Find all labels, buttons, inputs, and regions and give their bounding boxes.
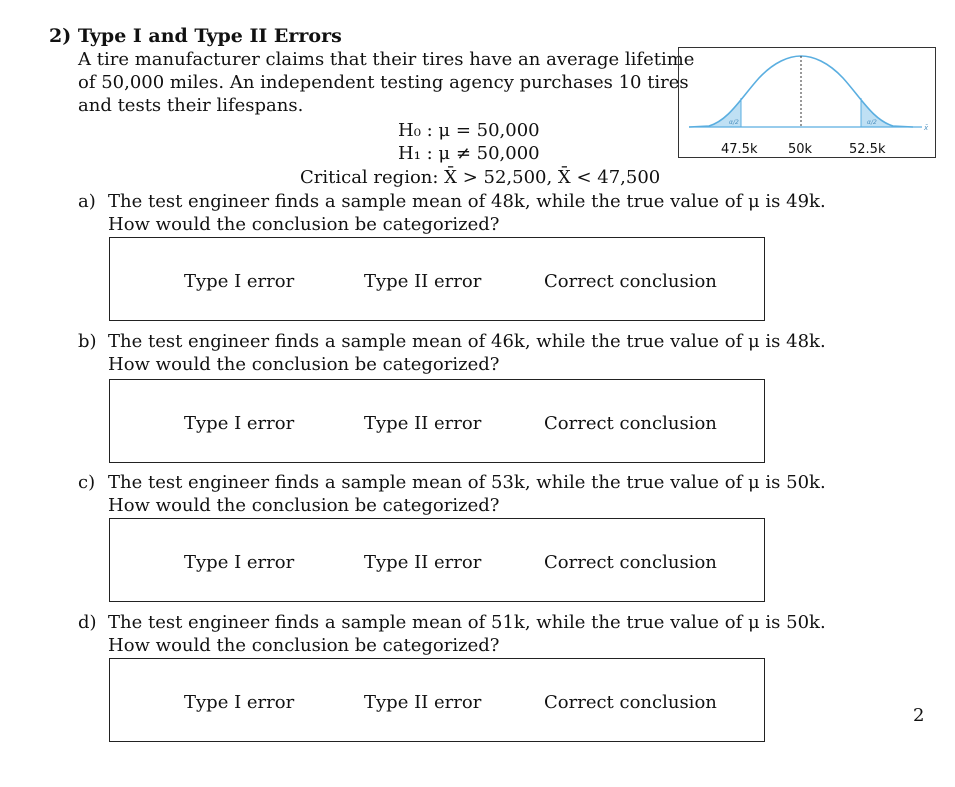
option-correct-conclusion[interactable]: Correct conclusion [544,552,717,573]
tick-center: 50k [788,142,813,157]
option-correct-conclusion[interactable]: Correct conclusion [544,413,717,434]
option-type-ii-error[interactable]: Type II error [364,271,482,292]
right-tail-label: α/2 [867,119,877,126]
question-c-line-1: The test engineer finds a sample mean of 53k, while the true value of μ is 50k. [108,472,826,493]
option-type-i-error[interactable]: Type I error [184,271,295,292]
left-tail-label: α/2 [729,119,739,126]
question-b-label: b) [78,331,97,352]
option-type-i-error[interactable]: Type I error [184,692,295,713]
intro-line-3: and tests their lifespans. [78,95,304,116]
question-d-line-1: The test engineer finds a sample mean of 51k, while the true value of μ is 50k. [108,612,826,633]
tick-lower: 47.5k [721,142,758,157]
option-correct-conclusion[interactable]: Correct conclusion [544,692,717,713]
question-a-label: a) [78,191,96,212]
question-c-label: c) [78,472,96,493]
axis-label: x̄ [924,124,929,132]
question-a-line-1: The test engineer finds a sample mean of 48k, while the true value of μ is 49k. [108,191,826,212]
option-type-ii-error[interactable]: Type II error [364,552,482,573]
option-type-i-error[interactable]: Type I error [184,413,295,434]
answer-box-d [109,658,765,742]
page-number: 2 [913,705,925,726]
option-type-ii-error[interactable]: Type II error [364,692,482,713]
intro-line-1: A tire manufacturer claims that their tires have an average lifetime [78,49,695,70]
intro-line-2: of 50,000 miles. An independent testing agency purchases 10 tires [78,72,689,93]
answer-box-c [109,518,765,602]
null-hypothesis: H₀ : μ = 50,000 [398,120,540,141]
critical-region: Critical region: X̄ > 52,500, X̄ < 47,500 [300,167,661,188]
option-type-ii-error[interactable]: Type II error [364,413,482,434]
normal-curve-plot [679,48,934,156]
question-d-label: d) [78,612,97,633]
option-correct-conclusion[interactable]: Correct conclusion [544,271,717,292]
answer-box-b [109,379,765,463]
normal-curve-figure [678,47,936,158]
answer-box-a [109,237,765,321]
question-a-line-2: How would the conclusion be categorized? [108,214,500,235]
section-title: 2) Type I and Type II Errors [49,25,342,47]
question-b-line-2: How would the conclusion be categorized? [108,354,500,375]
question-b-line-1: The test engineer finds a sample mean of 46k, while the true value of μ is 48k. [108,331,826,352]
question-c-line-2: How would the conclusion be categorized? [108,495,500,516]
alternative-hypothesis: H₁ : μ ≠ 50,000 [398,143,540,164]
option-type-i-error[interactable]: Type I error [184,552,295,573]
tick-upper: 52.5k [849,142,886,157]
question-d-line-2: How would the conclusion be categorized? [108,635,500,656]
